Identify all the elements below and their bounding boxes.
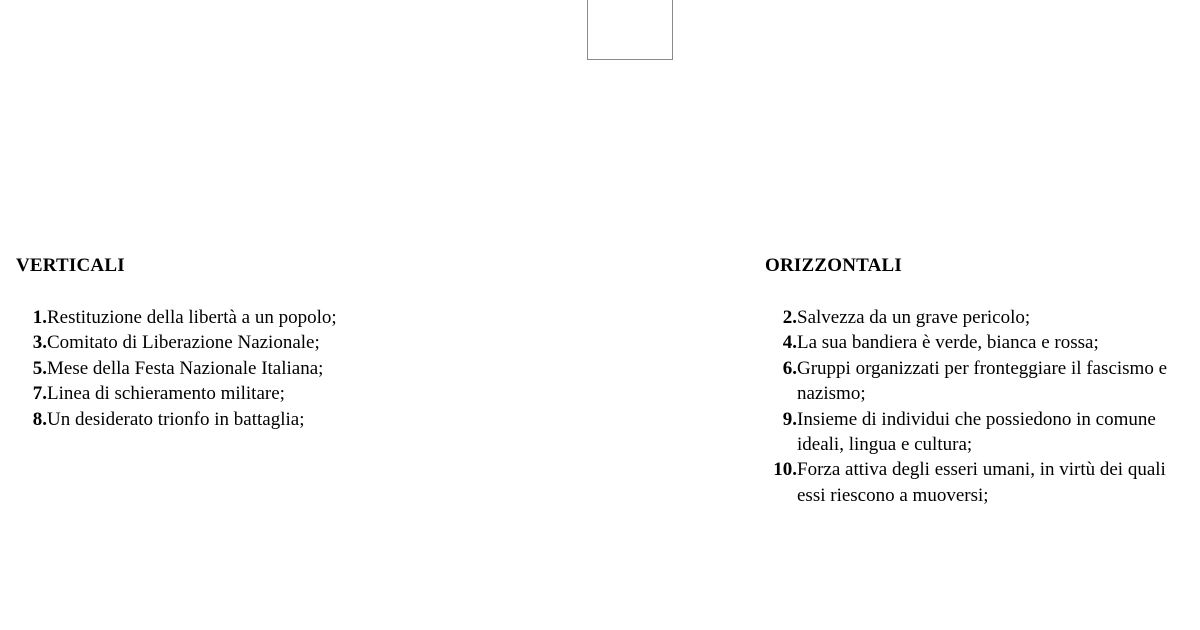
clue-number: 5. [32,357,47,379]
orizzontali-clue-list [765,305,1185,508]
clue-text: La sua bandiera è verde, bianca e rossa; [797,332,1099,354]
clue-item [16,381,576,406]
clue-number: 6. [782,357,797,379]
clue-number: 2. [782,307,797,328]
clue-number: 1. [32,307,47,328]
clue-text: Linea di schieramento militare; [47,383,285,405]
clue-number: 7. [32,383,47,405]
clue-text: Mese della Festa Nazionale Italiana; [47,357,324,379]
verticali-column [16,254,576,432]
clue-text: Gruppi organizzati per fronteggiare il fascismo e nazismo; [797,357,1168,405]
clue-item [16,330,576,355]
clue-number: 9. [782,408,797,430]
clue-item [765,305,1185,330]
crossword-grid-cell [587,0,673,60]
clue-text: Restituzione della libertà a un popolo; [47,307,337,328]
clue-text: Insieme di individui che possiedono in comune ideali, lingua e cultura; [797,408,1156,456]
clue-number: 10. [773,459,797,481]
clue-number: 4. [782,332,797,354]
verticali-clue-list [16,305,576,432]
orizzontali-column [765,254,1185,508]
clue-text: Comitato di Liberazione Nazionale; [47,332,320,354]
clue-item [765,356,1185,407]
clue-item [16,407,576,432]
clue-text: Forza attiva degli esseri umani, in virtù dei quali essi riescono a muoversi; [797,459,1166,506]
verticali-heading: VERTICALI [16,255,125,276]
orizzontali-heading: ORIZZONTALI [765,255,902,276]
clue-item [16,356,576,381]
clue-number: 3. [32,332,47,354]
clue-item [765,330,1185,355]
clue-item [765,407,1185,458]
clue-text: Un desiderato trionfo in battaglia; [47,408,305,430]
clue-number: 8. [32,408,47,430]
clue-item [765,457,1185,508]
clue-item [16,305,576,330]
clue-text: Salvezza da un grave pericolo; [797,307,1031,328]
